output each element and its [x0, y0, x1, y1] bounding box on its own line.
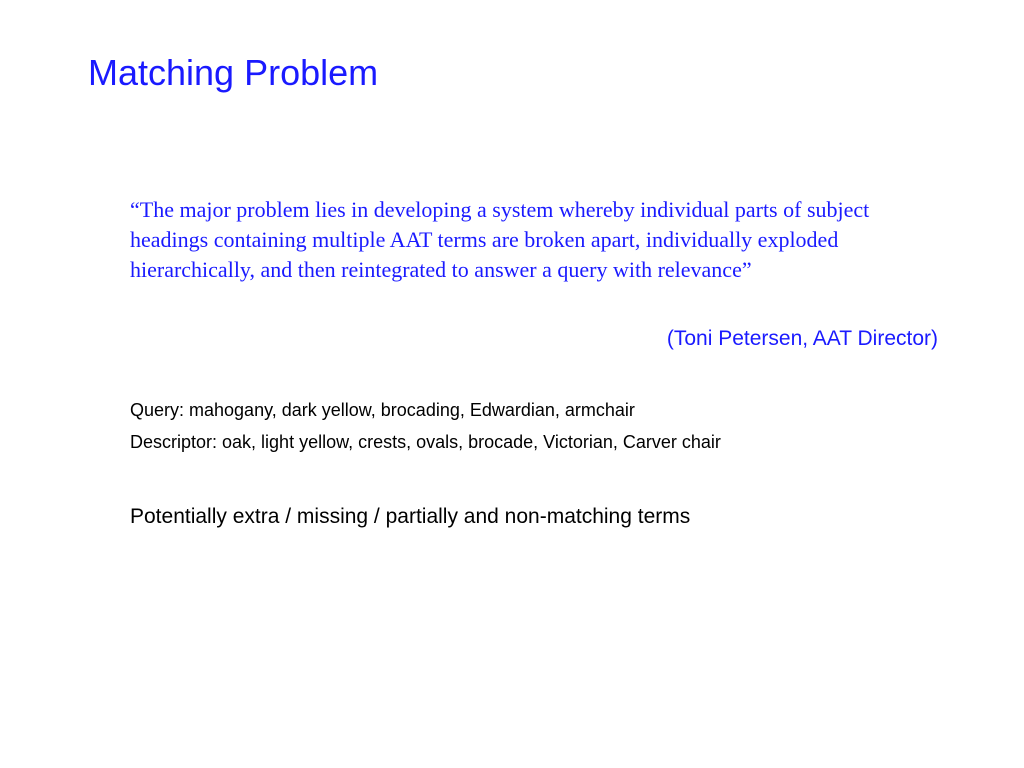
quote-text: “The major problem lies in developing a system whereby individual parts of subject headings containing multiple AAT terms are broken apart, individually exploded hierarchically, and then reintegrated to answer a query with relevance”: [130, 197, 870, 282]
quote-attribution: (Toni Petersen, AAT Director): [666, 327, 938, 350]
descriptor-line: Descriptor: oak, light yellow, crests, ovals, brocade, Victorian, Carver chair: [130, 432, 721, 452]
query-line: Query: mahogany, dark yellow, brocading, Edwardian, armchair: [130, 400, 635, 420]
summary-text: Potentially extra / missing / partially and non-matching terms: [130, 505, 691, 528]
slide-title: Matching Problem: [88, 52, 379, 93]
